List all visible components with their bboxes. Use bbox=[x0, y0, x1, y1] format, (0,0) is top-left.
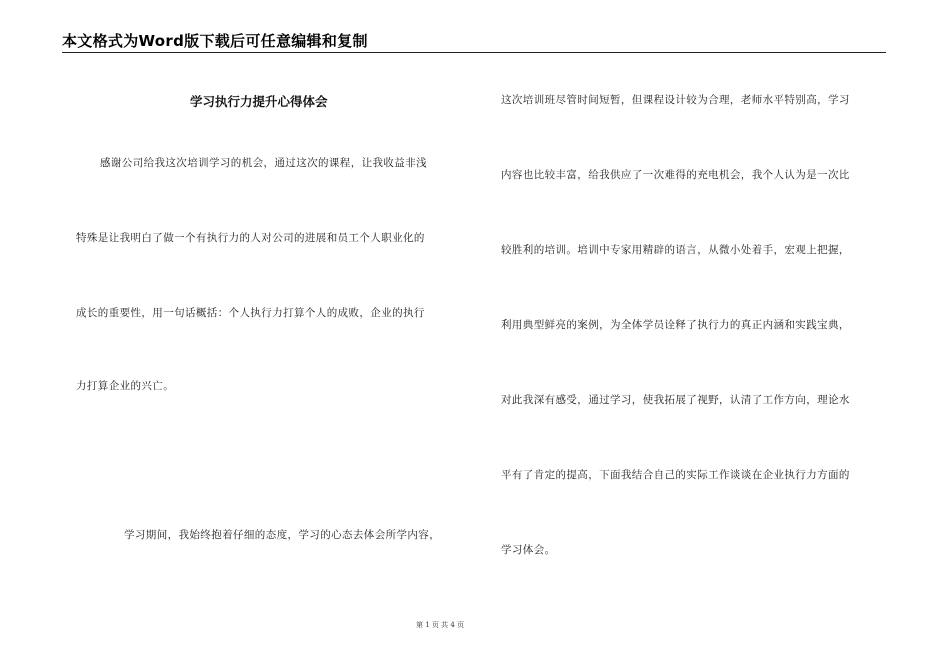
left-column-line: 学习期间，我始终抱着仔细的态度，学习的心态去体会所学内容， bbox=[124, 529, 441, 541]
right-column-line: 平有了肯定的提高，下面我结合自己的实际工作谈谈在企业执行力方面的 bbox=[501, 469, 850, 481]
left-column-line: 感谢公司给我这次培训学习的机会，通过这次的课程，让我收益非浅 bbox=[100, 157, 427, 169]
left-column-line: 力打算企业的兴亡。 bbox=[76, 380, 175, 392]
header-banner: 本文格式为Word版下载后可任意编辑和复制 bbox=[62, 32, 368, 50]
left-column-line: 特殊是让我明白了做一个有执行力的人对公司的进展和员工个人职业化的 bbox=[76, 232, 425, 244]
left-column-line: 成长的重要性，用一句话概括：个人执行力打算个人的成败，企业的执行 bbox=[76, 307, 425, 319]
right-column-line: 这次培训班尽管时间短暂，但课程设计较为合理，老师水平特别高，学习 bbox=[501, 94, 850, 106]
document-title: 学习执行力提升心得体会 bbox=[190, 94, 328, 109]
page-number: 第 1 页 共 4 页 bbox=[415, 621, 465, 629]
header-divider bbox=[62, 52, 886, 53]
right-column-line: 利用典型鲜亮的案例，为全体学员诠释了执行力的真正内涵和实践宝典， bbox=[501, 319, 850, 331]
right-column-line: 内容也比较丰富，给我供应了一次难得的充电机会，我个人认为是一次比 bbox=[501, 169, 850, 181]
right-column-line: 较胜利的培训。培训中专家用精辟的语言，从微小处着手，宏观上把握， bbox=[501, 244, 850, 256]
right-column-line: 对此我深有感受，通过学习，使我拓展了视野，认清了工作方向，理论水 bbox=[501, 394, 850, 406]
right-column-line: 学习体会。 bbox=[501, 544, 556, 556]
